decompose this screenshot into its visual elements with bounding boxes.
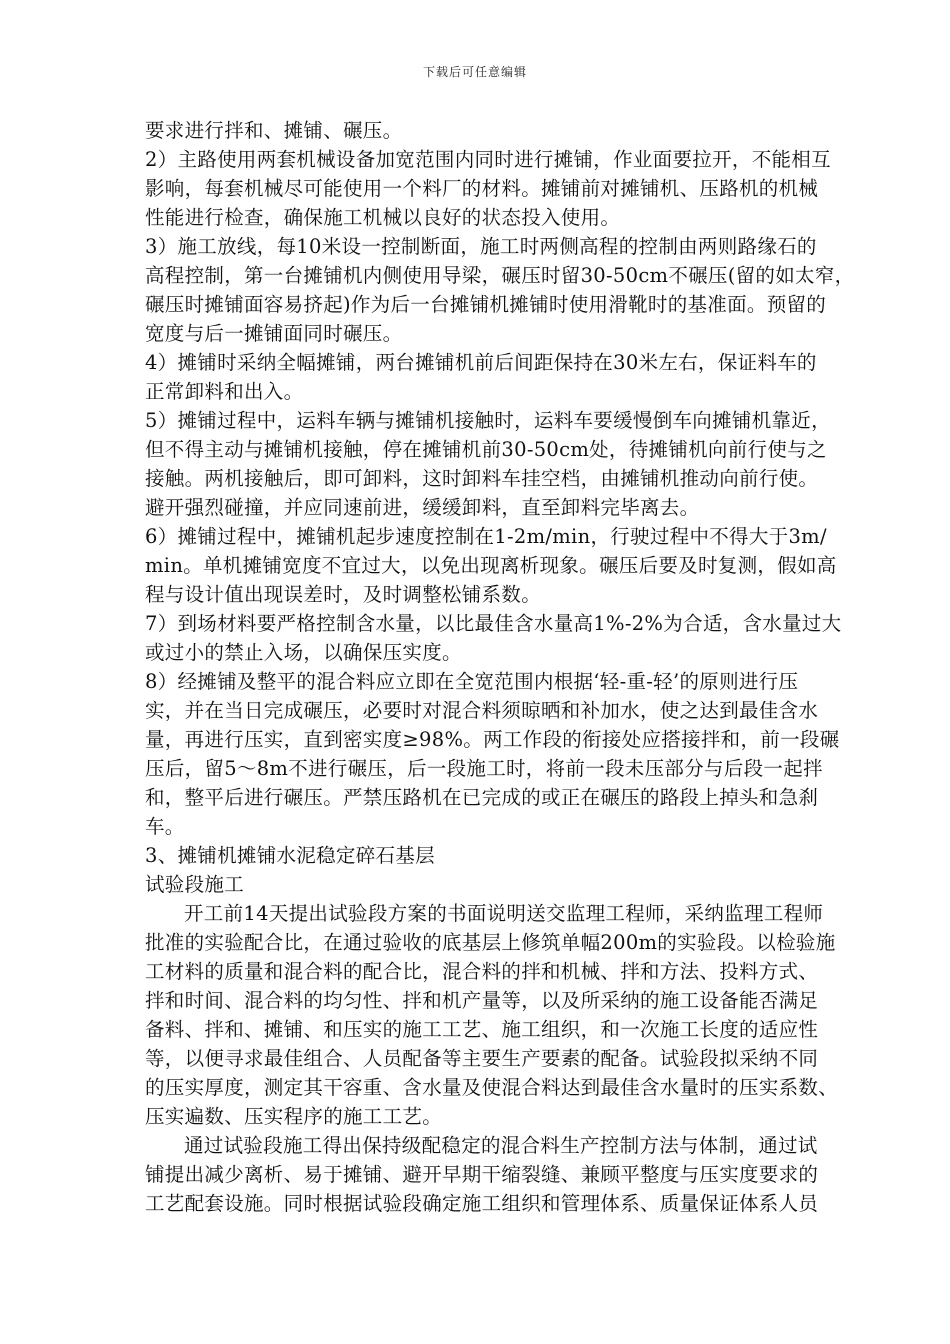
text-line: 2）主路使用两套机械设备加宽范围内同时进行摊铺，作业面要拉开，不能相互 [145,148,831,171]
text-line: 或过小的禁止入场，以确保压实度。 [145,641,462,664]
text-line: 拌和时间、混合料的均匀性、拌和机产量等，以及所采纳的施工设备能否满足 [145,989,819,1012]
text-line: 7）到场材料要严格控制含水量，以比最佳含水量高1%-2%为合适，含水量过大 [145,612,842,635]
text-line: 备料、拌和、摊铺、和压实的施工工艺、施工组织，和一次施工长度的适应性 [145,1018,819,1041]
section-heading: 3、摊铺机摊铺水泥稳定碎石基层 [145,844,435,867]
text-line: 8）经摊铺及整平的混合料应立即在全宽范围内根据‘轻-重-轻’的原则进行压 [145,670,799,693]
paragraph-first-line: 通过试验段施工得出保持级配稳定的混合料生产控制方法与体制，通过试 [184,1134,818,1157]
text-line: 要求进行拌和、摊铺、碾压。 [145,119,403,142]
text-line: 量，再进行压实，直到密实度≥98%。两工作段的衔接处应搭接拌和，前一段碾 [145,728,840,751]
text-line: 车。 [145,815,185,838]
paragraph-first-line: 开工前14天提出试验段方案的书面说明送交监理工程师，采纳监理工程师 [184,902,824,925]
text-line: 影响，每套机械尽可能使用一个料厂的材料。摊铺前对摊铺机、压路机的机械 [145,177,819,200]
document-body [145,116,855,1218]
text-line: 程与设计值出现误差时，及时调整松铺系数。 [145,583,542,606]
text-line: 工材料的质量和混合料的配合比，混合料的拌和机械、拌和方法、投料方式、 [145,960,819,983]
text-line: 正常卸料和出入。 [145,380,304,403]
text-line: 宽度与后一摊铺面同时碾压。 [145,322,403,345]
text-line: 的压实厚度，测定其干容重、含水量及使混合料达到最佳含水量时的压实系数、 [145,1076,839,1099]
text-line: 3）施工放线，每10米设一控制断面，施工时两侧高程的控制由两则路缘石的 [145,235,817,258]
text-line: 等，以便寻求最佳组合、人员配备等主要生产要素的配备。试验段拟采纳不同 [145,1047,819,1070]
subsection-heading: 试验段施工 [145,873,245,896]
text-line: 碾压时摊铺面容易挤起)作为后一台摊铺机摊铺时使用滑靴时的基准面。预留的 [145,293,827,316]
text-line: 高程控制，第一台摊铺机内侧使用导梁，碾压时留30-50cm不碾压(留的如太窄， [145,264,855,287]
text-line: 压后，留5～8m不进行碾压，后一段施工时，将前一段未压部分与后段一起拌 [145,757,823,780]
text-line: 批准的实验配合比，在通过验收的底基层上修筑单幅200m的实验段。以检验施 [145,931,836,954]
text-line: 压实遍数、压实程序的施工工艺。 [145,1105,443,1128]
text-line: min。单机摊铺宽度不宜过大，以免出现离析现象。碾压后要及时复测，假如高 [145,554,837,577]
text-line: 接触。两机接触后，即可卸料，这时卸料车挂空档，由摊铺机推动向前行使。 [145,467,819,490]
text-line: 性能进行检查，确保施工机械以良好的状态投入使用。 [145,206,621,229]
text-line: 4）摊铺时采纳全幅摊铺，两台摊铺机前后间距保持在30米左右，保证料车的 [145,351,817,374]
text-line: 避开强烈碰撞，并应同速前进，缓缓卸料，直至卸料完毕离去。 [145,496,700,519]
text-line: 5）摊铺过程中，运料车辆与摊铺机接触时，运料车要缓慢倒车向摊铺机靠近， [145,409,831,432]
text-line: 铺提出减少离析、易于摊铺、避开早期干缩裂缝、兼顾平整度与压实度要求的 [145,1163,819,1186]
text-line: 工艺配套设施。同时根据试验段确定施工组织和管理体系、质量保证体系人员 [145,1192,819,1215]
text-line: 和，整平后进行碾压。严禁压路机在已完成的或正在碾压的路段上掉头和急刹 [145,786,819,809]
page-header: 下载后可任意编辑 [422,65,527,79]
text-line: 实，并在当日完成碾压，必要时对混合料须晾晒和补加水，使之达到最佳含水 [145,699,819,722]
text-line: 但不得主动与摊铺机接触，停在摊铺机前30-50cm处，待摊铺机向前行使与之 [145,438,827,461]
text-line: 6）摊铺过程中，摊铺机起步速度控制在1-2m/min，行驶过程中不得大于3m/ [145,525,827,548]
